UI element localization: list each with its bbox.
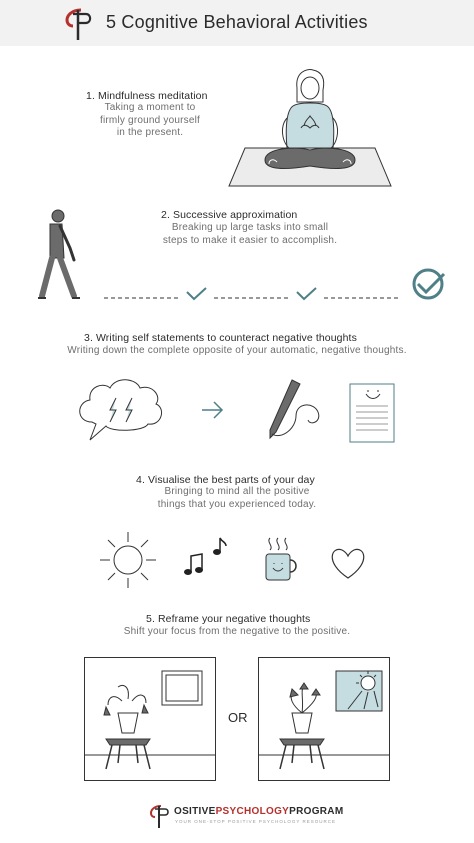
section-2-description	[130, 222, 370, 247]
meditating-person-icon	[225, 66, 395, 190]
progress-steps-icon	[100, 268, 450, 308]
section-5-description-line: Shift your focus from the negative to the positive.	[123, 626, 351, 637]
section-1-description	[84, 102, 216, 140]
footer-tagline: YOUR ONE-STOP POSITIVE PSYCHOLOGY RESOURCE	[175, 819, 337, 824]
walking-person-icon	[30, 208, 86, 306]
section-3-description-line: Writing down the complete opposite of your automatic, negative thoughts.	[67, 345, 407, 356]
positive-psychology-logo-icon	[149, 803, 171, 829]
wilted-plant-scene-icon	[84, 657, 216, 781]
section-1-description-line: Taking a moment to	[104, 102, 196, 113]
section-2-description-line: Breaking up large tasks into small	[171, 222, 329, 233]
footer-brand	[174, 806, 343, 817]
section-4-description	[134, 486, 340, 511]
section-4-description-line: things that you experienced today.	[157, 498, 317, 510]
section-5-description	[60, 626, 414, 639]
section-1-heading: 1. Mindfulness meditation	[86, 90, 208, 102]
section-2-description-line: steps to make it easier to accomplish.	[162, 234, 338, 246]
section-2-heading: 2. Successive approximation	[161, 209, 298, 221]
or-separator: OR	[228, 710, 248, 725]
footer-brand-positive: OSITIVE	[174, 806, 216, 817]
section-1-description-line: firmly ground yourself	[100, 114, 200, 126]
section-1-description-line: in the present.	[116, 127, 184, 138]
section-3-description	[20, 345, 454, 358]
section-5-heading: 5. Reframe your negative thoughts	[146, 613, 311, 625]
section-4-heading: 4. Visualise the best parts of your day	[136, 474, 315, 486]
positive-psychology-logo-icon	[64, 6, 94, 42]
section-4-description-line: Bringing to mind all the positive	[164, 486, 310, 497]
footer-brand-program: PROGRAM	[289, 806, 344, 817]
page-title: 5 Cognitive Behavioral Activities	[106, 12, 368, 32]
storm-cloud-pen-paper-icon	[70, 372, 410, 448]
sunny-plant-scene-icon	[258, 657, 390, 781]
footer-brand-psychology: PSYCHOLOGY	[215, 806, 290, 817]
sun-music-mug-heart-icon	[98, 530, 368, 590]
section-3-heading: 3. Writing self statements to counteract negative thoughts	[84, 332, 357, 344]
